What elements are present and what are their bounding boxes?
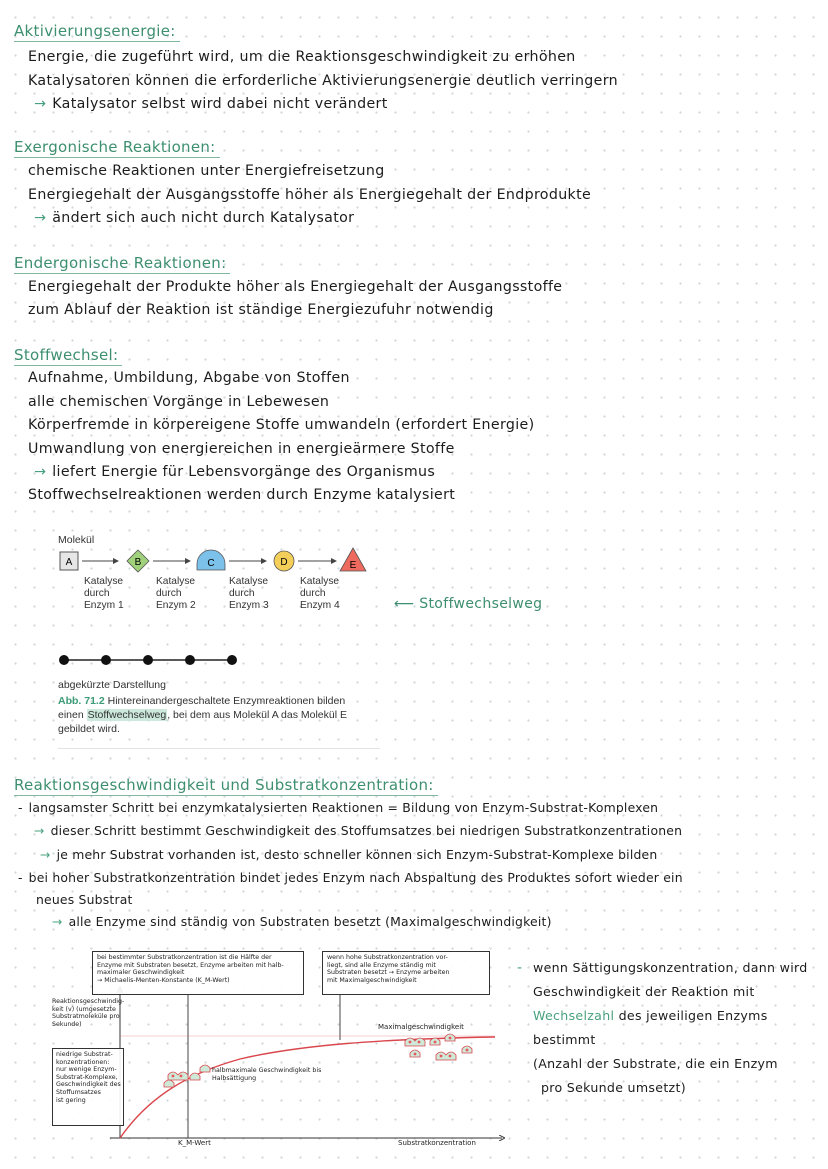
catalysis-line: Enzym 2 [156,600,196,611]
heading-aktivierungsenergie: Aktivierungsenergie: [14,22,176,40]
caption-text: , bei dem aus Molekül A das Molekül E [167,709,347,721]
dot [143,655,153,665]
text-line: dieser Schritt bestimmt Geschwindigkeit des Stoffumsatzes bei niedrigen Substratkonzentrationen [50,823,683,838]
node-b-label: B [134,557,142,568]
half-velocity-label [212,1067,321,1082]
side-note [533,956,808,1100]
note-box-max [322,951,490,995]
text-line: bei hoher Substratkonzentration bindet jedes Enzym nach Abspaltung des Produktes sofort wieder ein [28,870,683,885]
note-line: maximaler Geschwindigkeit [97,969,185,977]
arrow-right-icon: → [34,823,45,838]
catalysis-line: Enzym 1 [84,600,124,611]
text-line: Energiegehalt der Ausgangsstoffe höher als Energiegehalt der Endprodukte [28,187,592,203]
note-line: wenn Sättigungskonzentration, dann wird [533,960,808,975]
note-line: wenn hohe Substratkonzentration vor- [327,954,448,961]
note-line: Geschwindigkeit der Reaktion mit [533,984,755,999]
note-line: → Michaelis-Menten-Konstante (K_M-Wert) [97,976,230,984]
text-line: neues Substrat [36,892,133,907]
note-line: bestimmt [533,1032,596,1047]
note-line: bei bestimmter Substratkonzentration ist die Hälfte der [97,954,272,961]
text-line: Stoffwechselreaktionen werden durch Enzyme katalysiert [28,487,456,503]
caption-line [58,708,368,722]
arrow-right-icon: → [34,210,47,226]
arrow-right-icon: → [34,96,47,112]
heading-exergonische-reaktionen: Exergonische Reaktionen: [14,138,216,156]
caption-text: einen [58,709,87,721]
note-line: nur wenige Enzym- [56,1066,117,1074]
text-line: chemische Reaktionen unter Energiefreisetzung [28,163,385,179]
note-line: Stoffumsatzes [56,1088,101,1096]
node-d-label: D [280,557,288,568]
note-line: ist gering [56,1096,86,1104]
catalysis-line: Katalyse [84,576,124,587]
text-line: Umwandlung von energiereichen in energieärmere Stoffe [28,441,455,457]
dot [227,655,237,665]
note-line: liegt, sind alle Enzyme ständig mit [327,961,436,969]
text-line: alle chemischen Vorgänge in Lebewesen [28,394,330,410]
note-box-km [92,951,304,995]
catalysis-label-2 [156,576,216,612]
text-line-arrow [34,96,388,112]
caption-number: Abb. 71.2 [58,695,105,707]
text-line: liefert Energie für Lebensvorgänge des Organismus [52,464,436,480]
caption-line: gebildet wird. [58,723,120,735]
catalysis-label-1 [84,576,144,612]
dot [185,655,195,665]
max-velocity-label: Maximalgeschwindigkeit [378,1023,464,1031]
text-line-arrow [34,823,682,838]
catalysis-line: Katalyse [229,576,269,587]
node-e-label: E [349,560,357,571]
catalysis-line: durch [229,588,255,599]
text-line: ändert sich auch nicht durch Katalysator [52,210,355,226]
note-line: niedrige Substrat- [56,1051,113,1058]
note-box-low [52,1048,124,1126]
text-line-bullet [18,800,658,815]
heading-endergonische-reaktionen: Endergonische Reaktionen: [14,254,227,272]
y-axis-label [52,998,124,1028]
catalysis-line: durch [156,588,182,599]
saturation-curve [120,1037,495,1138]
pathway-annotation [394,596,542,612]
text-line: je mehr Substrat vorhanden ist, desto schneller können sich Enzym-Substrat-Komplexe bilden [56,847,658,862]
catalysis-label-4 [300,576,360,612]
text-line-arrow [34,210,354,226]
axis-label-line: keit (v) (umgesetzte [52,1005,116,1013]
divider [58,748,380,749]
catalysis-line: Katalyse [156,576,196,587]
caption-text: Hintereinandergeschaltete Enzymreaktionen bilden [107,695,346,707]
km-value-label: K_M-Wert [178,1139,211,1147]
text-line: Katalysatoren können die erforderliche Aktivierungsenergie deutlich verringern [28,73,618,89]
figure-caption [58,694,368,736]
axis-label-line: Substratmoleküle pro [52,1013,120,1021]
pathway-diagram [50,540,380,580]
note-line: Enzyme mit Substraten besetzt, Enzyme arbeiten mit halb- [97,961,284,969]
dash-bullet: - [18,870,23,885]
text-line: Körperfremde in körpereigene Stoffe umwandeln (erfordert Energie) [28,417,535,433]
pathway-short-diagram [54,650,244,670]
node-a-label: A [65,557,73,568]
label-line: halbmaximale Geschwindigkeit bis [212,1067,322,1074]
text-line: Energiegehalt der Produkte höher als Energiegehalt der Ausgangsstoffe [28,279,563,295]
arrow-left-icon: ⟵ [394,596,420,612]
caption-line [58,694,368,708]
catalysis-line: Katalyse [300,576,340,587]
text-line: zum Ablauf der Reaktion ist ständige Energiezufuhr notwendig [28,302,494,318]
catalysis-line: durch [84,588,110,599]
text-line-arrow [52,914,552,929]
text-line-arrow [34,464,435,480]
catalysis-line: durch [300,588,326,599]
axis-label-line: Reaktionsgeschwindig- [52,998,125,1005]
annotation-text: Stoffwechselweg [419,596,543,612]
dot [59,655,69,665]
catalysis-label-3 [229,576,289,612]
arrow-right-icon: → [40,847,51,862]
note-line: Geschwindigkeit des [56,1081,121,1089]
heading-reaktionsgeschwindigkeit: Reaktionsgeschwindigkeit und Substratkonzentration: [14,776,434,794]
text-line-bullet [18,870,683,885]
catalysis-line: Enzym 3 [229,600,269,611]
highlight-term: Wechselzahl [533,1008,615,1023]
axis-label-line: Sekunde) [52,1020,82,1028]
short-representation-label: abgekürzte Darstellung [58,679,166,691]
catalysis-line: Enzym 4 [300,600,340,611]
note-line [533,1004,808,1028]
text-line: Energie, die zugeführt wird, um die Reaktionsgeschwindigkeit zu erhöhen [28,49,576,65]
node-c-label: C [207,558,215,569]
note-line: Substrat-Komplexe, [56,1073,118,1081]
x-axis-label: Substratkonzentration [398,1139,476,1147]
arrow-right-icon: → [52,914,63,929]
dot [101,655,111,665]
caption-highlight: Stoffwechselweg [87,709,167,721]
text-line: langsamster Schritt bei enzymkatalysierten Reaktionen = Bildung von Enzym-Substrat-Komplexen [28,800,659,815]
note-line: Substraten besetzt → Enzyme arbeiten [327,969,450,977]
text-line: Aufnahme, Umbildung, Abgabe von Stoffen [28,370,350,386]
text-line-arrow [40,847,657,862]
note-text: des jeweiligen Enzyms [614,1008,768,1023]
note-line: konzentrationen: [56,1058,110,1066]
note-line: mit Maximalgeschwindigkeit [327,976,417,984]
arrow-right-icon: → [34,464,47,480]
heading-stoffwechsel: Stoffwechsel: [14,346,119,364]
label-line: Halbsättigung [212,1074,257,1082]
note-line: (Anzahl der Substrate, die ein Enzym [533,1056,778,1071]
molecule-label: Molekül [58,534,95,546]
dash-bullet: - [517,960,523,976]
dash-bullet: - [18,800,23,815]
note-line: pro Sekunde umsetzt) [541,1080,686,1095]
text-line: alle Enzyme sind ständig von Substraten besetzt (Maximalgeschwindigkeit) [68,914,552,929]
text-line: Katalysator selbst wird dabei nicht verändert [52,96,388,112]
